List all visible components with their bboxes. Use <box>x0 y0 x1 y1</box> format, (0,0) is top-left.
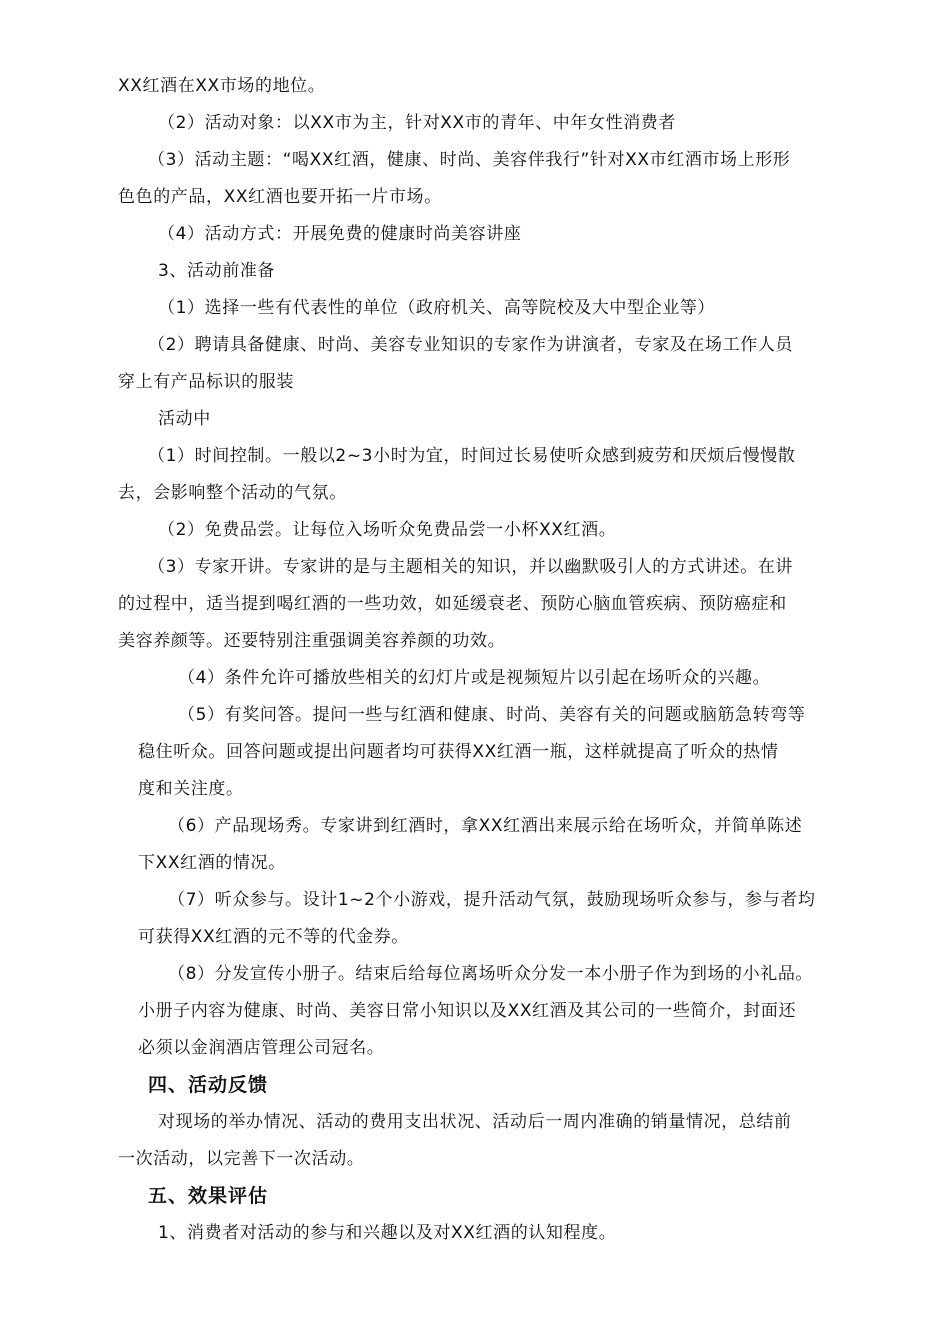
text-line: （1）时间控制。一般以2~3小时为宜，时间过长易使听众感到疲劳和厌烦后慢慢散 <box>148 446 796 466</box>
text-line: 下XX红酒的情况。 <box>138 853 286 873</box>
text-line: （2）聘请具备健康、时尚、美容专业知识的专家作为讲演者，专家及在场工作人员 <box>148 335 794 355</box>
text-line: 度和关注度。 <box>138 779 244 799</box>
text-line: 一次活动，以完善下一次活动。 <box>118 1149 365 1169</box>
text-line: 穿上有产品标识的服装 <box>118 372 294 392</box>
text-line: 1、消费者对活动的参与和兴趣以及对XX红酒的认知程度。 <box>158 1223 617 1243</box>
text-line: （2）活动对象：以XX市为主，针对XX市的青年、中年女性消费者 <box>158 113 676 133</box>
text-line: （4）条件允许可播放些相关的幻灯片或是视频短片以引起在场听众的兴趣。 <box>178 668 771 688</box>
text-line: （5）有奖问答。提问一些与红酒和健康、时尚、美容有关的问题或脑筋急转弯等 <box>178 705 806 725</box>
text-line: 稳住听众。回答问题或提出问题者均可获得XX红酒一瓶，这样就提高了听众的热情 <box>138 742 779 762</box>
text-line: 活动中 <box>158 409 211 429</box>
text-line: XX红酒在XX市场的地位。 <box>118 76 326 96</box>
text-line: 必须以金润酒店管理公司冠名。 <box>138 1038 385 1058</box>
text-line: （1）选择一些有代表性的单位（政府机关、高等院校及大中型企业等） <box>158 298 716 318</box>
text-line: 美容养颜等。还要特别注重强调美容养颜的功效。 <box>118 631 506 651</box>
text-line: 色色的产品，XX红酒也要开拓一片市场。 <box>118 187 442 207</box>
text-line: 可获得XX红酒的元不等的代金券。 <box>138 927 409 947</box>
section-heading-evaluation: 五、效果评估 <box>148 1185 269 1207</box>
text-line: 小册子内容为健康、时尚、美容日常小知识以及XX红酒及其公司的一些简介，封面还 <box>138 1001 797 1021</box>
text-line: （3）活动主题：“喝XX红酒，健康、时尚、美容伴我行”针对XX市红酒市场上形形 <box>148 150 791 170</box>
text-line: （6）产品现场秀。专家讲到红酒时，拿XX红酒出来展示给在场听众，并简单陈述 <box>168 816 803 836</box>
text-line: 去，会影响整个活动的气氛。 <box>118 483 347 503</box>
text-line: 对现场的举办情况、活动的费用支出状况、活动后一周内准确的销量情况，总结前 <box>158 1112 792 1132</box>
text-line: 3、活动前准备 <box>158 261 276 281</box>
text-line: （8）分发宣传小册子。结束后给每位离场听众分发一本小册子作为到场的小礼品。 <box>168 964 814 984</box>
text-line: （3）专家开讲。专家讲的是与主题相关的知识，并以幽默吸引人的方式讲述。在讲 <box>148 557 794 577</box>
text-line: 的过程中，适当提到喝红酒的一些功效，如延缓衰老、预防心脑血管疾病、预防癌症和 <box>118 594 787 614</box>
text-line: （4）活动方式：开展免费的健康时尚美容讲座 <box>158 224 522 244</box>
section-heading-feedback: 四、活动反馈 <box>148 1074 269 1096</box>
text-line: （7）听众参与。设计1~2个小游戏，提升活动气氛，鼓励现场听众参与，参与者均 <box>168 890 816 910</box>
text-line: （2）免费品尝。让每位入场听众免费品尝一小杯XX红酒。 <box>158 520 617 540</box>
